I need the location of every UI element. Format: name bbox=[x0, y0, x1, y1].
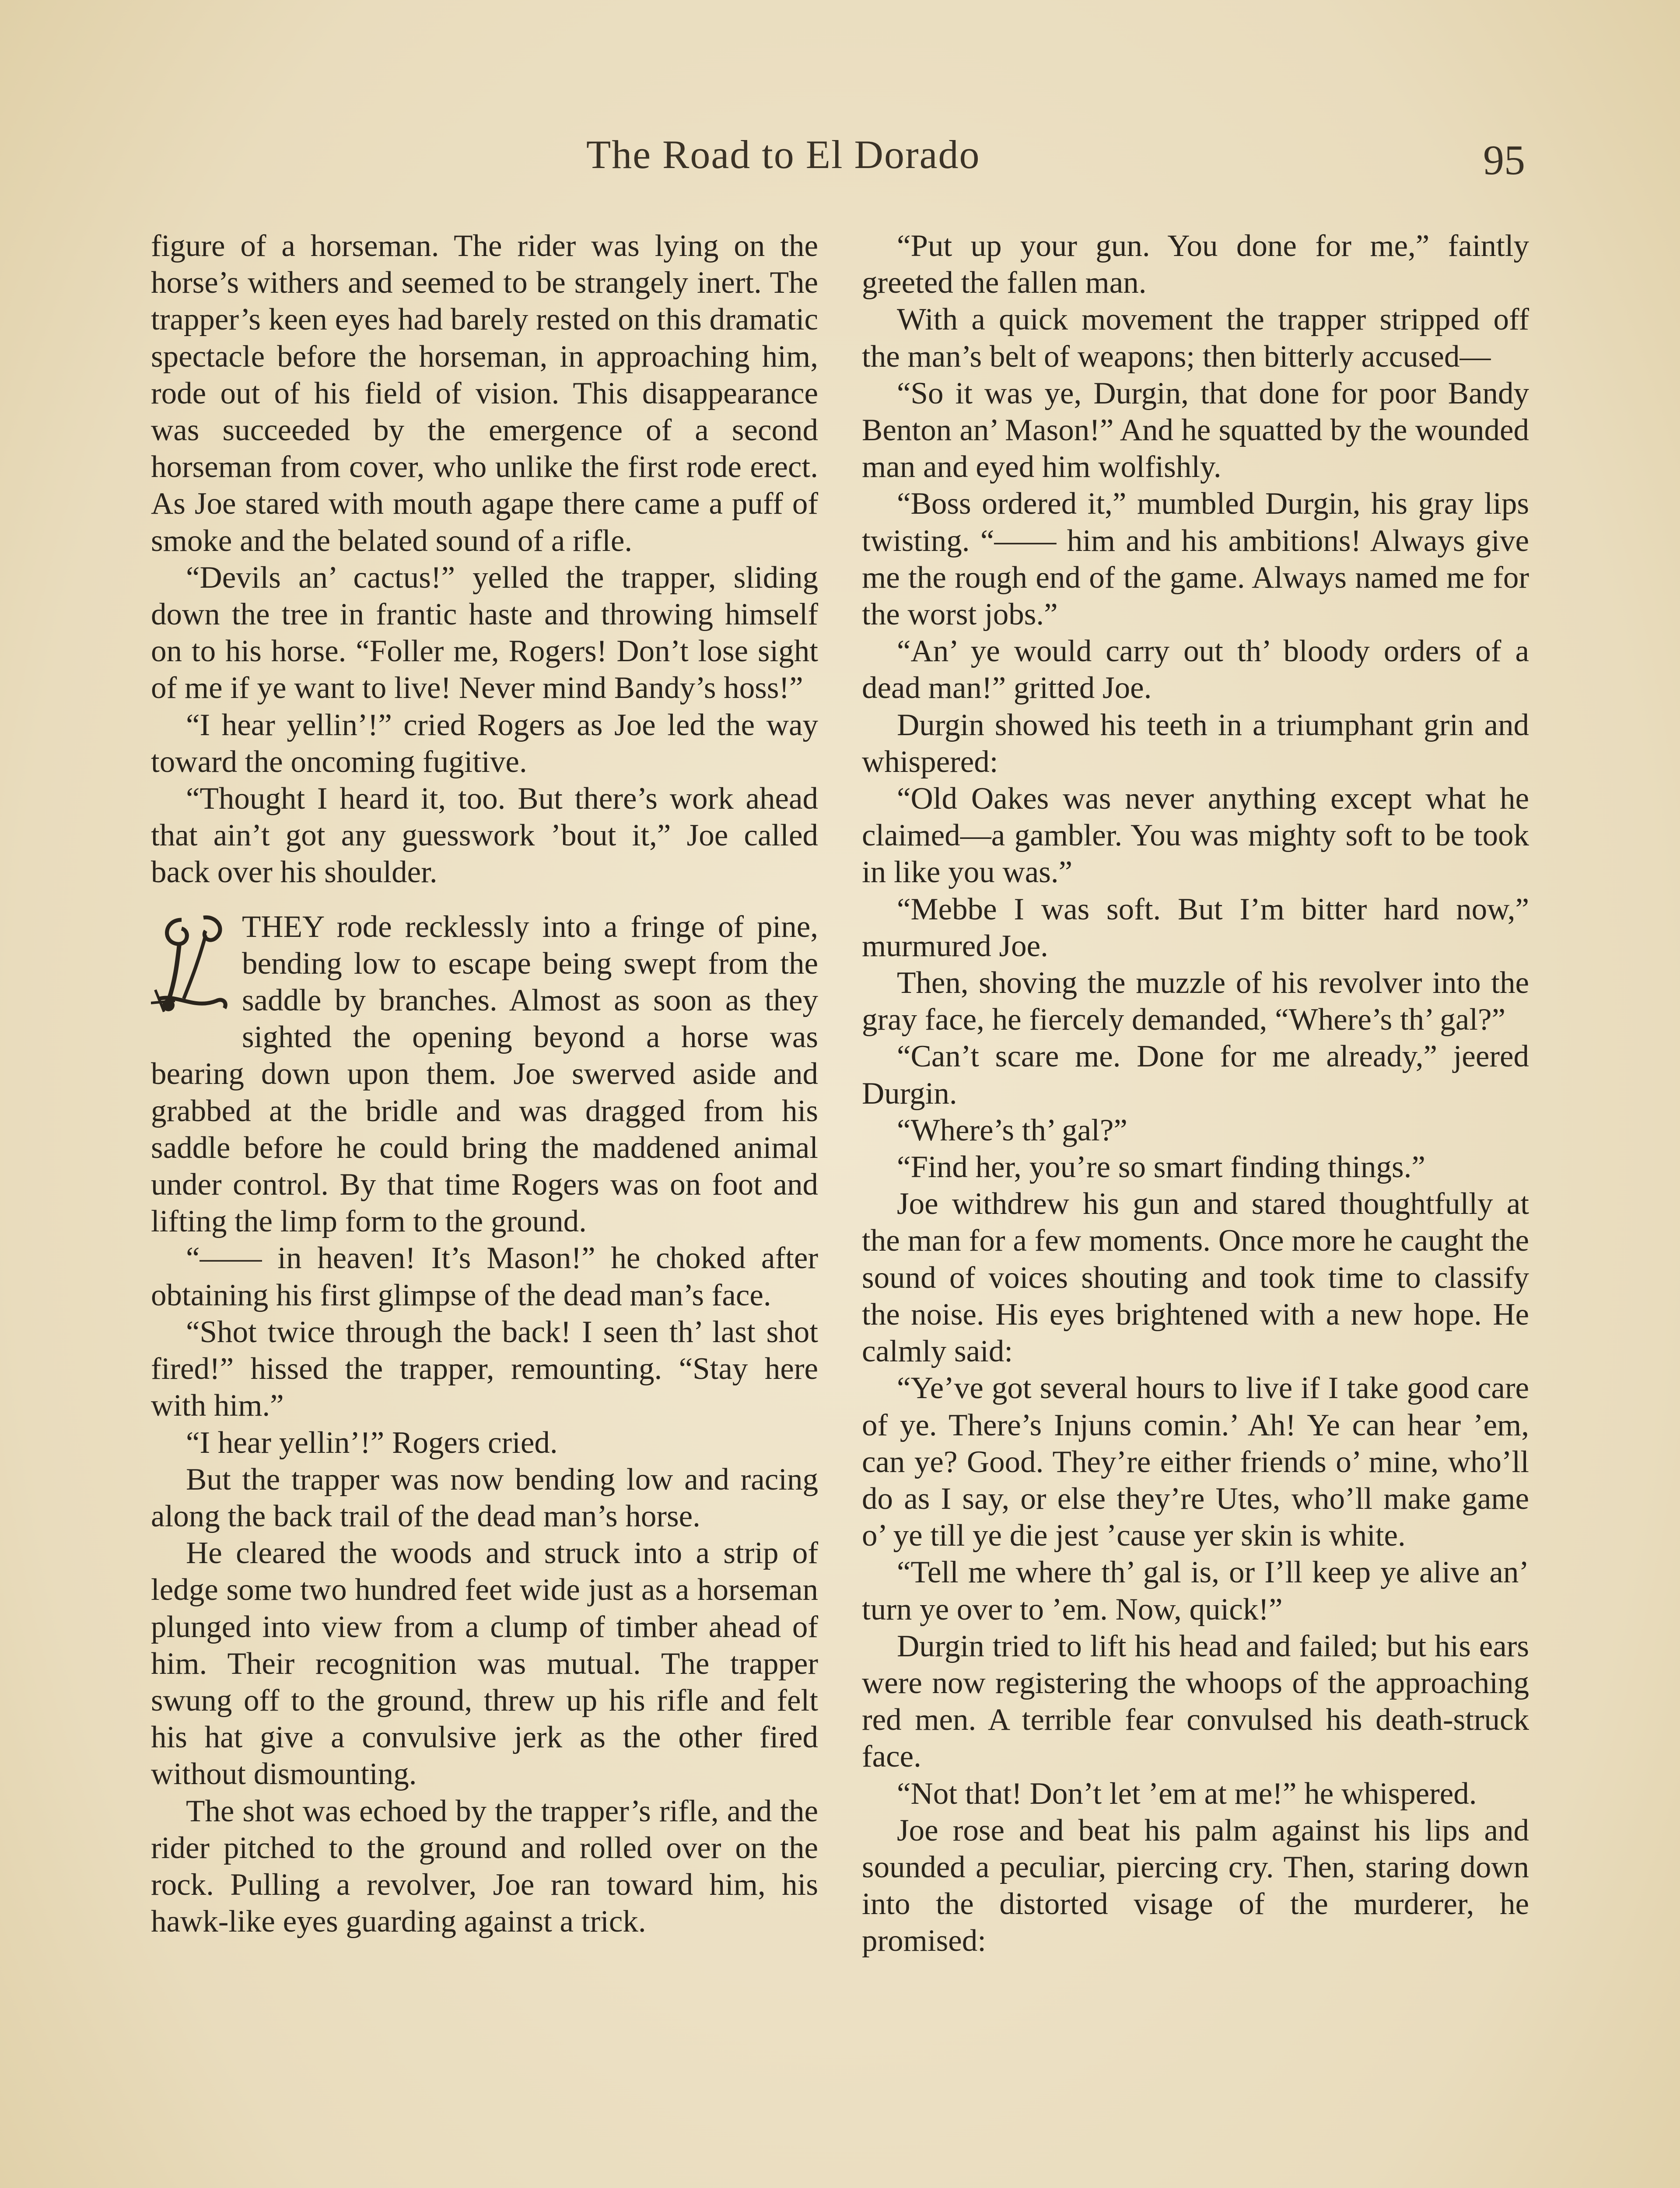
paragraph: The shot was echoed by the trapper’s rifle, and the rider pitched to the ground and rolled over on the rock. Pulling a revolver, Joe ran toward him, his hawk-like eyes guarding against a trick. bbox=[151, 1794, 818, 1939]
paragraph: “Can’t scare me. Done for me already,” jeered Durgin. bbox=[862, 1039, 1529, 1111]
paragraph: “Find her, you’re so smart finding things.” bbox=[897, 1150, 1425, 1185]
paragraph: Joe withdrew his gun and stared thoughtfully at the man for a few moments. Once more he caught the sound of voices shouting and took time to classify the noise. His eyes brightened with a new hope. He calmly said: bbox=[862, 1187, 1529, 1369]
paragraph: “Old Oakes was never anything except what he claimed—a gambler. You was mighty soft to be took in like you was.” bbox=[862, 782, 1529, 890]
paragraph-text: THEY rode recklessly into a fringe of pine, bending low to escape being swept from the saddle by branches. Almost as soon as they sighted the opening beyond a horse was bearing down upon them. Joe swerved aside and grabbed at the bridle and was dragged from his saddle before he could bring the maddened animal under control. By that time Rogers was on foot and lifting the limp form to the ground. bbox=[151, 909, 818, 1239]
ornamental-initial-icon bbox=[151, 911, 234, 1020]
paragraph: With a quick movement the trapper stripped off the man’s belt of weapons; then bitterly accused— bbox=[862, 302, 1529, 374]
paragraph: Then, shoving the muzzle of his revolver into the gray face, he fiercely demanded, “Where’s th’ gal?” bbox=[862, 966, 1529, 1037]
paragraph: “So it was ye, Durgin, that done for poor Bandy Benton an’ Mason!” And he squatted by the wounded man and eyed him wolfishly. bbox=[862, 376, 1529, 484]
paragraph: “I hear yellin’!” Rogers cried. bbox=[186, 1425, 558, 1460]
paragraph: Durgin showed his teeth in a triumphant grin and whispered: bbox=[862, 708, 1529, 779]
paragraph: “Shot twice through the back! I seen th’ last shot fired!” hissed the trapper, remounting. “Stay here with him.” bbox=[151, 1315, 818, 1423]
paragraph: Joe rose and beat his palm against his lips and sounded a peculiar, piercing cry. Then, staring down into the distorted visage of the murderer, he promised: bbox=[862, 1813, 1529, 1958]
left-column bbox=[151, 228, 818, 1940]
paragraph: “An’ ye would carry out th’ bloody orders of a dead man!” gritted Joe. bbox=[862, 634, 1529, 705]
paragraph: “Not that! Don’t let ’em at me!” he whispered. bbox=[897, 1776, 1477, 1811]
paragraph: “I hear yellin’!” cried Rogers as Joe led the way toward the oncoming fugitive. bbox=[151, 708, 818, 779]
paragraph: “Tell me where th’ gal is, or I’ll keep ye alive an’ turn ye over to ’em. Now, quick!” bbox=[862, 1555, 1529, 1627]
section-opening-paragraph bbox=[151, 908, 818, 1240]
paragraph: But the trapper was now bending low and racing along the back trail of the dead man’s horse. bbox=[151, 1462, 818, 1533]
paragraph: “Put up your gun. You done for me,” faintly greeted the fallen man. bbox=[862, 229, 1529, 300]
running-title: The Road to El Dorado bbox=[586, 132, 980, 177]
paragraph: figure of a horseman. The rider was lying on the horse’s withers and seemed to be strangely inert. The trapper’s keen eyes had barely rested on this dramatic spectacle before the horseman, in approaching him, rode out of his field of vision. This disappearance was succeeded by the emergence of a second horseman from cover, who unlike the first rode erect. As Joe stared with mouth agape there came a puff of smoke and the belated sound of a rifle. bbox=[151, 229, 818, 558]
paragraph: He cleared the woods and struck into a strip of ledge some two hundred feet wide just as a horseman plunged into view from a clump of timber ahead of him. Their recognition was mutual. The trapper swung off to the ground, threw up his rifle and felt his hat give a convulsive jerk as the other fired without dismounting. bbox=[151, 1536, 818, 1792]
right-column bbox=[862, 228, 1529, 1960]
paragraph: “Where’s th’ gal?” bbox=[897, 1113, 1127, 1147]
paragraph: “Boss ordered it,” mumbled Durgin, his gray lips twisting. “—— him and his ambitions! Always give me the rough end of the game. Always named me for the worst jobs.” bbox=[862, 487, 1529, 632]
paragraph: “Thought I heard it, too. But there’s work ahead that ain’t got any guesswork ’bout it,” Joe called back over his shoulder. bbox=[151, 782, 818, 890]
paragraph: Durgin tried to lift his head and failed; but his ears were now registering the whoops of the approaching red men. A terrible fear convulsed his death-struck face. bbox=[862, 1629, 1529, 1774]
page-number: 95 bbox=[1483, 137, 1525, 183]
paragraph: “—— in heaven! It’s Mason!” he choked after obtaining his first glimpse of the dead man’s face. bbox=[151, 1241, 818, 1312]
paragraph: “Mebbe I was soft. But I’m bitter hard now,” murmured Joe. bbox=[862, 892, 1529, 963]
paragraph: “Devils an’ cactus!” yelled the trapper, sliding down the tree in frantic haste and throwing himself on to his horse. “Foller me, Rogers! Don’t lose sight of me if ye want to live! Never mind Bandy’s hoss!” bbox=[151, 560, 818, 705]
paragraph: “Ye’ve got several hours to live if I take good care of ye. There’s Injuns comin.’ Ah! Ye can hear ’em, can ye? Good. They’re either friends o’ mine, who’ll do as I say, or else they’re Utes, who’ll make game o’ ye till ye die jest ’cause yer skin is white. bbox=[862, 1371, 1529, 1553]
